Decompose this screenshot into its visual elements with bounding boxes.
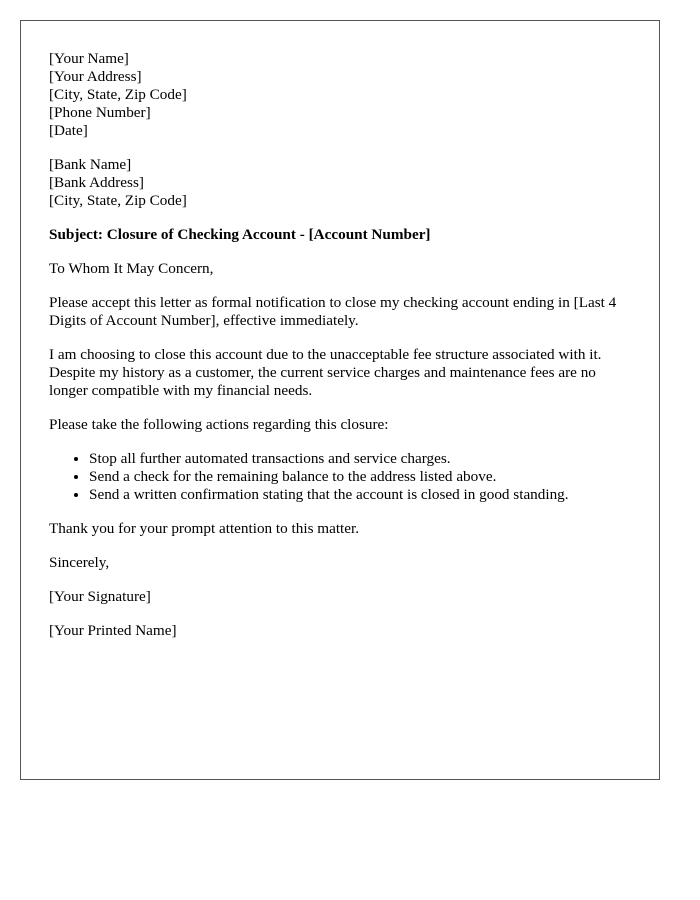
list-item: • Send a written confirmation stating that the account is closed in good standing. [89, 486, 631, 504]
sender-name: [Your Name] [49, 50, 129, 67]
list-item: • Stop all further automated transactions and service charges. [89, 450, 631, 468]
letter-document [20, 20, 660, 780]
bank-city-state-zip: [City, State, Zip Code] [49, 192, 187, 209]
sender-block [49, 50, 631, 140]
sender-phone: [Phone Number] [49, 104, 151, 121]
closing-line: Sincerely, [49, 554, 110, 571]
sender-city-state-zip: [City, State, Zip Code] [49, 86, 187, 103]
printed-name: [Your Printed Name] [49, 622, 177, 639]
bank-name: [Bank Name] [49, 156, 132, 173]
bank-address: [Bank Address] [49, 174, 144, 191]
list-item: • Send a check for the remaining balance to the address listed above. [89, 468, 631, 486]
paragraph-notification: Please accept this letter as formal notification to close my checking account ending in [Last 4 Digits of Account Number], effective immediately. [49, 294, 617, 329]
letter-date: [Date] [49, 122, 88, 139]
signature-placeholder: [Your Signature] [49, 588, 151, 605]
salutation: To Whom It May Concern, [49, 260, 214, 277]
subject-line: Subject: Closure of Checking Account - [Account Number] [49, 226, 431, 243]
recipient-block [49, 156, 631, 210]
thanks-line: Thank you for your prompt attention to this matter. [49, 520, 360, 537]
paragraph-actions-intro: Please take the following actions regarding this closure: [49, 416, 389, 433]
paragraph-reason: I am choosing to close this account due to the unacceptable fee structure associated with it. Despite my history as a customer, the current service charges and maintenance fees are no longer compatible with my financial needs. [49, 346, 602, 399]
actions-list [49, 450, 631, 504]
sender-address: [Your Address] [49, 68, 142, 85]
